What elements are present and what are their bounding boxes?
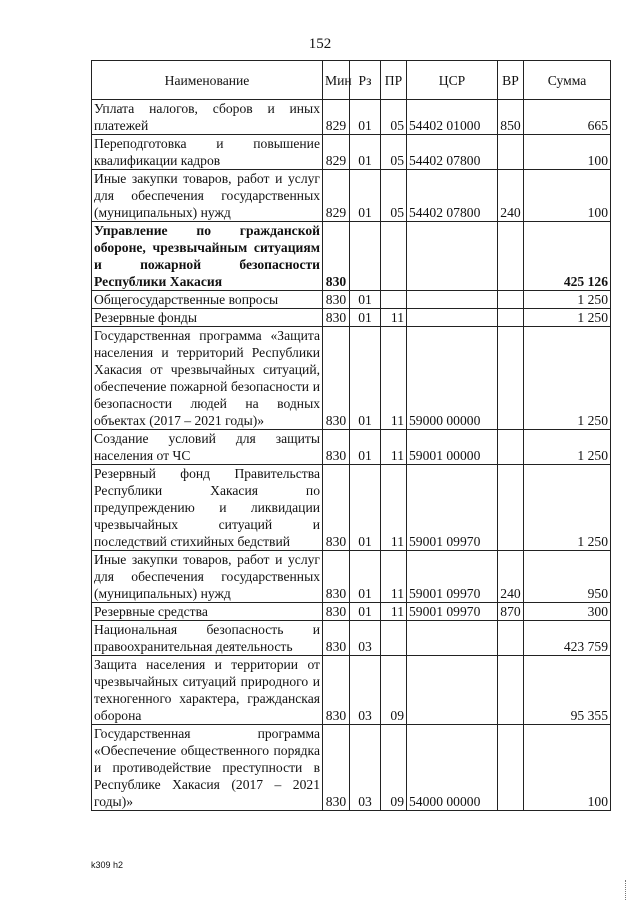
cell-rz [350, 222, 381, 291]
cell-rz: 01 [350, 327, 381, 430]
header-rz: Рз [350, 61, 381, 100]
table-row [92, 621, 611, 656]
cell-csr: 59001 00000 [407, 430, 498, 465]
cell-min: 830 [323, 465, 350, 551]
cell-name: Иные закупки товаров, работ и услуг для обеспечения государственных (муниципальных) нужд [92, 170, 323, 222]
cell-rz: 03 [350, 621, 381, 656]
cell-name: Резервный фонд Правительства Республики Хакасия по предупреждению и ликвидации чрезвычайных ситуаций и последствий стихийных бедствий [92, 465, 323, 551]
table-header-row [92, 61, 611, 100]
cell-vr [498, 291, 524, 309]
cell-csr: 59001 09970 [407, 603, 498, 621]
header-csr: ЦСР [407, 61, 498, 100]
cell-name: Управление по гражданской обороне, чрезвычайным ситуациям и пожарной безопасности Республики Хакасия [92, 222, 323, 291]
cell-rz: 01 [350, 603, 381, 621]
cell-csr: 54402 07800 [407, 135, 498, 170]
cell-vr [498, 465, 524, 551]
cell-vr [498, 430, 524, 465]
header-min: Мин [323, 61, 350, 100]
cell-name: Иные закупки товаров, работ и услуг для обеспечения государственных (муниципальных) нужд [92, 551, 323, 603]
cell-vr [498, 135, 524, 170]
cell-rz: 01 [350, 465, 381, 551]
cell-sum: 1 250 [524, 465, 611, 551]
cell-sum: 1 250 [524, 327, 611, 430]
cell-csr: 59001 09970 [407, 551, 498, 603]
cell-vr: 240 [498, 551, 524, 603]
cell-csr [407, 656, 498, 725]
page-number: 152 [308, 36, 332, 52]
cell-min: 830 [323, 430, 350, 465]
table-row [92, 603, 611, 621]
table-row [92, 725, 611, 811]
cell-vr [498, 309, 524, 327]
cell-rz: 01 [350, 551, 381, 603]
cell-pr: 05 [381, 170, 407, 222]
cell-csr [407, 222, 498, 291]
cell-min: 829 [323, 135, 350, 170]
table-row [92, 327, 611, 430]
cell-min: 830 [323, 656, 350, 725]
scan-edge-mark [625, 880, 628, 900]
table-row [92, 430, 611, 465]
cell-pr [381, 222, 407, 291]
cell-csr [407, 291, 498, 309]
cell-sum: 1 250 [524, 291, 611, 309]
cell-name: Национальная безопасность и правоохранительная деятельность [92, 621, 323, 656]
header-sum: Сумма [524, 61, 611, 100]
table-row [92, 551, 611, 603]
budget-table [91, 60, 611, 811]
cell-sum: 95 355 [524, 656, 611, 725]
cell-min: 830 [323, 551, 350, 603]
cell-csr: 54402 01000 [407, 100, 498, 135]
cell-rz: 01 [350, 430, 381, 465]
cell-pr: 11 [381, 551, 407, 603]
cell-min: 830 [323, 603, 350, 621]
cell-pr: 05 [381, 100, 407, 135]
cell-csr: 59001 09970 [407, 465, 498, 551]
cell-csr: 59000 00000 [407, 327, 498, 430]
cell-rz: 01 [350, 135, 381, 170]
cell-name: Общегосударственные вопросы [92, 291, 323, 309]
table-row [92, 222, 611, 291]
cell-pr: 09 [381, 656, 407, 725]
cell-vr: 850 [498, 100, 524, 135]
header-pr: ПР [381, 61, 407, 100]
cell-name: Уплата налогов, сборов и иных платежей [92, 100, 323, 135]
cell-vr [498, 725, 524, 811]
cell-pr: 11 [381, 327, 407, 430]
table-row [92, 170, 611, 222]
cell-pr [381, 291, 407, 309]
cell-rz: 01 [350, 170, 381, 222]
cell-name: Резервные фонды [92, 309, 323, 327]
cell-name: Государственная программа «Защита населения и территорий Республики Хакасия от чрезвычайных ситуаций, обеспечение пожарной безопасности и безопасности людей на водных объектах (2017 – 2021 годы)» [92, 327, 323, 430]
cell-rz: 03 [350, 656, 381, 725]
cell-vr [498, 327, 524, 430]
cell-vr [498, 656, 524, 725]
table-row [92, 309, 611, 327]
cell-csr: 54000 00000 [407, 725, 498, 811]
table-row [92, 100, 611, 135]
cell-name: Государственная программа «Обеспечение общественного порядка и противодействие преступности в Республике Хакасия (2017 – 2021 годы)» [92, 725, 323, 811]
cell-min: 830 [323, 309, 350, 327]
cell-pr: 11 [381, 465, 407, 551]
table-row [92, 135, 611, 170]
cell-name: Создание условий для защиты населения от ЧС [92, 430, 323, 465]
cell-sum: 950 [524, 551, 611, 603]
cell-sum: 300 [524, 603, 611, 621]
cell-pr [381, 621, 407, 656]
cell-sum: 100 [524, 170, 611, 222]
header-vr: ВР [498, 61, 524, 100]
cell-pr: 11 [381, 430, 407, 465]
cell-sum: 425 126 [524, 222, 611, 291]
cell-min: 830 [323, 327, 350, 430]
cell-sum: 665 [524, 100, 611, 135]
cell-vr: 240 [498, 170, 524, 222]
cell-rz: 03 [350, 725, 381, 811]
cell-min: 830 [323, 621, 350, 656]
cell-sum: 1 250 [524, 430, 611, 465]
table-row [92, 465, 611, 551]
table-row [92, 656, 611, 725]
cell-min: 830 [323, 222, 350, 291]
cell-pr: 11 [381, 309, 407, 327]
cell-pr: 05 [381, 135, 407, 170]
cell-min: 829 [323, 100, 350, 135]
cell-name: Резервные средства [92, 603, 323, 621]
cell-csr [407, 309, 498, 327]
cell-min: 830 [323, 725, 350, 811]
cell-name: Защита населения и территории от чрезвычайных ситуаций природного и техногенного характера, гражданская оборона [92, 656, 323, 725]
cell-min: 829 [323, 170, 350, 222]
footer-code: k309 h2 [91, 860, 124, 870]
cell-rz: 01 [350, 309, 381, 327]
cell-sum: 100 [524, 725, 611, 811]
cell-pr: 09 [381, 725, 407, 811]
cell-vr: 870 [498, 603, 524, 621]
cell-vr [498, 222, 524, 291]
cell-csr [407, 621, 498, 656]
table-row [92, 291, 611, 309]
header-name: Наименование [92, 61, 323, 100]
cell-sum: 423 759 [524, 621, 611, 656]
cell-vr [498, 621, 524, 656]
cell-csr: 54402 07800 [407, 170, 498, 222]
cell-name: Переподготовка и повышение квалификации кадров [92, 135, 323, 170]
cell-rz: 01 [350, 100, 381, 135]
cell-sum: 1 250 [524, 309, 611, 327]
cell-min: 830 [323, 291, 350, 309]
cell-sum: 100 [524, 135, 611, 170]
cell-pr: 11 [381, 603, 407, 621]
cell-rz: 01 [350, 291, 381, 309]
